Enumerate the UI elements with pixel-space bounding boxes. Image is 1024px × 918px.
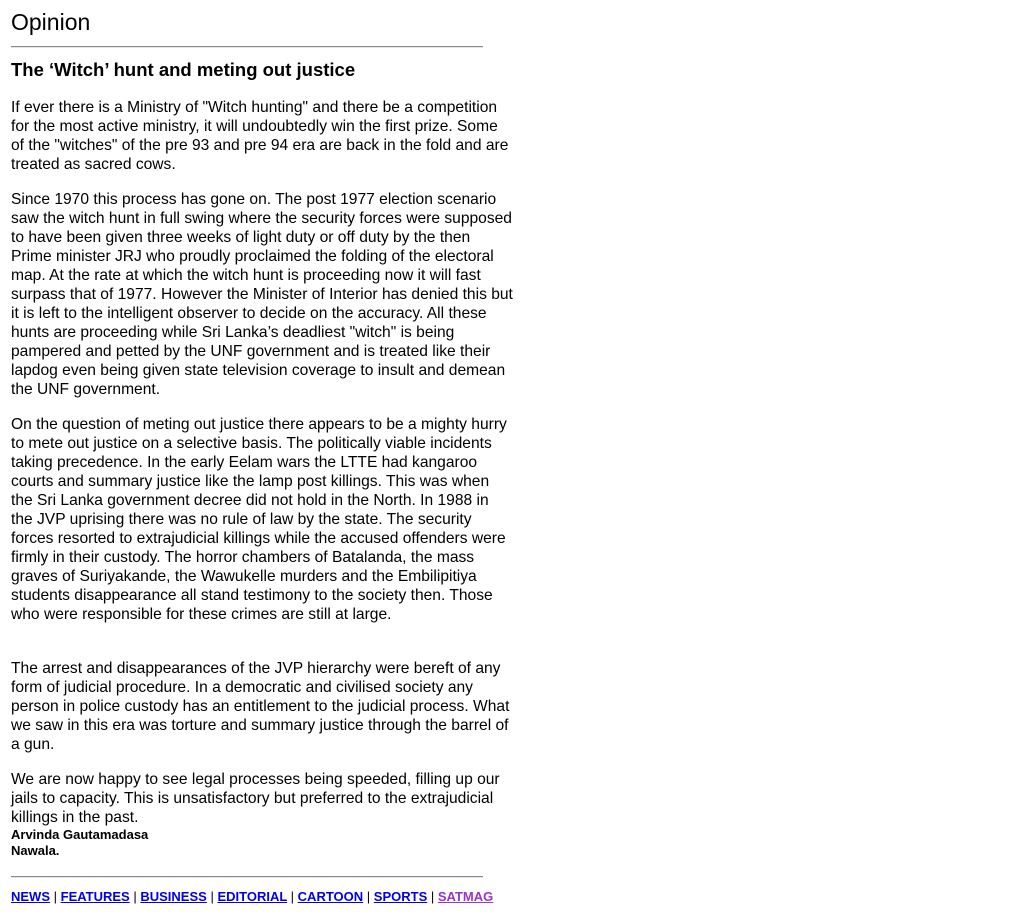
nav-link-editorial[interactable]: EDITORIAL [217,889,288,904]
bottom-divider [11,876,483,878]
nav-separator: | [366,889,374,904]
nav-link-business[interactable]: BUSINESS [140,889,207,904]
nav-separator: | [430,889,438,904]
nav-separator: | [53,889,61,904]
article-paragraph-2: Since 1970 this process has gone on. The post 1977 election scenario saw the witch hunt in full swing where the security forces were supposed to have been given three weeks of light duty or off duty by the then Prime minister JRJ who proudly proclaimed the folding of the electoral map. At the rate at which the witch hunt is proceeding now it will fast surpass that of 1977. However the Minister of Interior has denied this but it is left to the intelligent observer to decide on the accuracy. All these hunts are proceeding while Sri Lanka’s deadliest "witch" is being pampered and petted by the UNF government and is treated like their lapdog even being given state television coverage to insult and demean the UNF government. [11,191,513,398]
article-paragraph-1: If ever there is a Ministry of "Witch hunting" and there be a competition for the most active ministry, it will undoubtedly win the first prize. Some of the "witches" of the pre 93 and pre 94 era are back in the fold and are treated as sacred cows. [11,99,509,173]
section-nav [11,888,493,906]
author-name: Arvinda Gautamadasa [11,827,149,842]
nav-link-sports[interactable]: SPORTS [373,889,428,904]
nav-link-features[interactable]: FEATURES [60,889,130,904]
section-title: Opinion [11,9,91,35]
nav-link-cartoon[interactable]: CARTOON [297,889,364,904]
article-headline: The ‘Witch’ hunt and meting out justice [11,59,356,80]
article-paragraph-3: On the question of meting out justice there appears to be a mighty hurry to mete out justice on a selective basis. The politically viable incidents taking precedence. In the early Eelam wars the LTTE had kangaroo courts and summary justice like the lamp post killings. This was when the Sri Lanka government decree did not hold in the North. In 1988 in the JVP uprising there was no rule of law by the state. The security forces resorted to extrajudicial killings while the accused offenders were firmly in their custody. The horror chambers of Batalanda, the mass graves of Suriyakande, the Wawukelle murders and the Embilipitiya students disappearance all stand testimony to the society then. Those who were responsible for these crimes are still at large. [11,416,507,623]
nav-separator: | [133,889,141,904]
nav-link-satmag[interactable]: SATMAG [437,889,494,904]
top-divider [11,46,483,48]
author-location: Nawala. [11,843,60,858]
article-paragraph-5: We are now happy to see legal processes being speeded, filling up our jails to capacity. This is unsatisfactory but preferred to the extrajudicial killings in the past. [11,771,500,826]
nav-link-news[interactable]: NEWS [11,889,50,904]
nav-separator: | [290,889,298,904]
nav-separator: | [210,889,218,904]
article-paragraph-4: The arrest and disappearances of the JVP hierarchy were bereft of any form of judicial procedure. In a democratic and civilised society any person in police custody has an entitlement to the judicial process. What we saw in this era was torture and summary justice through the barrel of a gun. [11,660,510,753]
